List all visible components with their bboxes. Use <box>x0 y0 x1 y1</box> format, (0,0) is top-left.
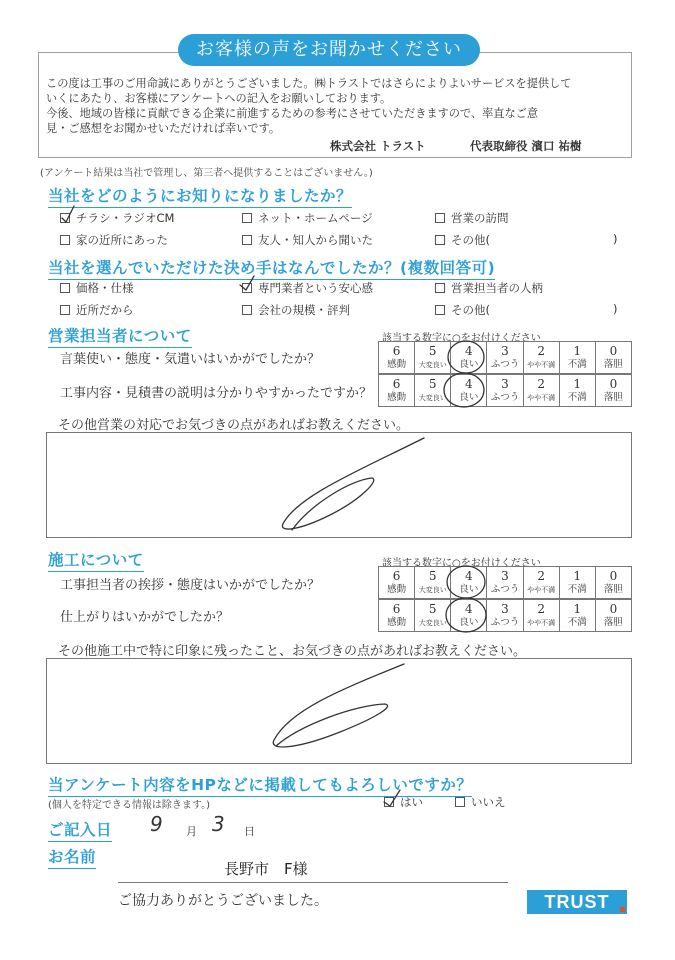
sales-comment-prompt: その他営業の対応でお気づきの点があればお教えください。 <box>58 418 410 433</box>
construction-title: 施工について <box>48 548 144 572</box>
checkbox-icon <box>435 213 445 223</box>
rating-cell[interactable] <box>486 375 522 406</box>
rating-cell[interactable] <box>595 342 631 373</box>
rating-cell[interactable] <box>559 567 595 598</box>
q1-option-other[interactable] <box>435 232 490 248</box>
q1-option-friend[interactable] <box>242 232 373 248</box>
option-label: ネット・ホームページ <box>258 211 373 225</box>
publish-note: (個人を特定できる情報は除きます。) <box>48 800 211 811</box>
checkbox-icon <box>435 235 445 245</box>
rating-label: 不満 <box>567 584 587 595</box>
company-name: 株式会社 トラスト <box>330 139 426 153</box>
rating-number: 4 <box>465 602 473 616</box>
construction-question-finish: 仕上がりはいかがでしたか？ <box>60 610 230 625</box>
rating-number: 6 <box>392 569 401 583</box>
date-month-unit: 月 <box>186 825 197 838</box>
rating-label: 感動 <box>387 584 407 595</box>
publish-yes-option[interactable] <box>384 794 423 810</box>
rating-cell[interactable] <box>559 375 595 406</box>
name-underline <box>118 882 508 883</box>
representative-name: 代表取締役 濱口 祐樹 <box>470 139 582 153</box>
close-paren: ) <box>613 232 618 246</box>
sales-question-explanation: 工事内容・見積書の説明は分かりやすかったですか？ <box>60 386 373 401</box>
publish-no-option[interactable] <box>455 794 506 810</box>
option-label: 家の近所にあった <box>76 233 168 247</box>
option-label: いいえ <box>471 795 506 809</box>
rating-label: 良い <box>459 584 479 595</box>
q1-title: 当社をどのようにお知りになりましたか？ <box>48 184 352 208</box>
rating-number: 2 <box>537 569 545 583</box>
publish-title: 当アンケート内容をHPなどに掲載してもよろしいですか？ <box>48 773 472 797</box>
construction-greeting-rating[interactable] <box>378 566 632 599</box>
close-paren: ) <box>613 302 618 316</box>
rating-hint: 該当する数字に○をお付けください <box>382 333 541 344</box>
rating-label: 良い <box>459 359 479 370</box>
rating-number: 1 <box>573 569 582 583</box>
rating-cell[interactable] <box>595 375 631 406</box>
rating-cell[interactable] <box>450 600 486 631</box>
option-label: 友人・知人から聞いた <box>258 233 373 247</box>
option-label: はい <box>400 795 423 809</box>
checkbox-icon <box>242 305 252 315</box>
date-day-unit: 日 <box>244 825 255 838</box>
rating-number: 6 <box>392 377 401 391</box>
rating-label: 不満 <box>567 359 587 370</box>
rating-number: 2 <box>537 377 545 391</box>
rating-number: 0 <box>609 344 618 358</box>
rating-number: 1 <box>573 602 582 616</box>
q2-option-price[interactable] <box>60 280 134 296</box>
rating-cell[interactable] <box>486 600 522 631</box>
rating-number: 1 <box>573 377 582 391</box>
rating-cell[interactable] <box>523 375 559 406</box>
rating-label: 良い <box>459 617 479 628</box>
rating-cell[interactable] <box>523 567 559 598</box>
rating-label: 不満 <box>567 617 587 628</box>
name-value[interactable]: 長野市 F様 <box>224 860 308 878</box>
rating-label: やや不満 <box>527 361 556 369</box>
rating-cell[interactable] <box>414 600 450 631</box>
date-month-value[interactable]: 9 <box>150 812 163 836</box>
q1-option-web[interactable] <box>242 210 373 226</box>
rating-label: やや不満 <box>527 394 556 402</box>
rating-label: 落胆 <box>603 617 623 628</box>
rating-label: 大変良い <box>418 619 447 627</box>
rating-number: 5 <box>428 344 437 358</box>
rating-cell[interactable] <box>450 375 486 406</box>
rating-label: 感動 <box>387 359 407 370</box>
sales-comment-box[interactable] <box>46 432 632 538</box>
checkbox-icon <box>242 235 252 245</box>
logo-text: TRUST <box>544 892 610 912</box>
q1-option-flyer[interactable] <box>60 210 174 226</box>
rating-number: 6 <box>392 344 401 358</box>
name-title: お名前 <box>48 845 96 869</box>
checkbox-icon <box>60 305 70 315</box>
checkbox-icon <box>60 235 70 245</box>
checkbox-icon <box>435 283 445 293</box>
rating-label: 落胆 <box>603 359 623 370</box>
intro-line: 見・ご感想をお聞かせいただければ幸いです。 <box>46 122 281 135</box>
q2-option-reputation[interactable] <box>242 302 350 318</box>
construction-comment-box[interactable] <box>46 658 632 764</box>
rating-cell[interactable] <box>450 342 486 373</box>
rating-number: 2 <box>537 602 545 616</box>
date-day-value[interactable]: 3 <box>212 812 225 836</box>
rating-cell[interactable] <box>414 342 450 373</box>
option-label: その他( <box>451 303 490 317</box>
rating-label: 不満 <box>567 392 587 403</box>
rating-hint: 該当する数字に○をお付けください <box>382 558 541 569</box>
rating-label: 感動 <box>387 392 407 403</box>
option-label: その他( <box>451 233 490 247</box>
rating-number: 4 <box>465 344 473 358</box>
intro-text <box>46 76 626 136</box>
rating-label: 大変良い <box>418 394 447 402</box>
rating-label: 落胆 <box>603 392 623 403</box>
rating-label: 感動 <box>387 617 407 628</box>
rating-cell[interactable] <box>486 342 522 373</box>
rating-cell[interactable] <box>559 600 595 631</box>
rating-number: 0 <box>609 377 618 391</box>
checkbox-icon <box>384 797 394 807</box>
sales-manners-rating[interactable] <box>378 341 632 374</box>
date-title: ご記入日 <box>48 818 112 842</box>
rating-label: ふつう <box>490 359 520 370</box>
thanks-message: ご協力ありがとうございました。 <box>118 893 328 909</box>
rating-label: やや不満 <box>527 619 556 627</box>
rating-cell[interactable] <box>486 567 522 598</box>
q2-option-other[interactable] <box>435 302 490 318</box>
intro-line: いくにあたり、お客様にアンケートへの記入をお願いしております。 <box>46 92 392 105</box>
sales-question-manners: 言葉使い・態度・気遣いはいかがでしたか？ <box>60 352 321 367</box>
checkbox-icon <box>455 797 465 807</box>
rating-number: 3 <box>501 569 509 583</box>
rating-number: 4 <box>465 569 473 583</box>
checkbox-icon <box>242 283 252 293</box>
rating-number: 4 <box>465 377 473 391</box>
sales-explanation-rating[interactable] <box>378 374 632 407</box>
rating-number: 5 <box>428 602 437 616</box>
rating-label: 大変良い <box>418 361 447 369</box>
rating-cell[interactable] <box>523 342 559 373</box>
rating-cell[interactable] <box>414 375 450 406</box>
rating-number: 0 <box>609 602 618 616</box>
rating-cell[interactable] <box>379 342 414 373</box>
rating-label: ふつう <box>490 584 520 595</box>
q2-option-nearby[interactable] <box>60 302 134 318</box>
rating-number: 6 <box>392 602 401 616</box>
page-title: お客様の声をお聞かせください <box>178 34 480 66</box>
trust-logo <box>527 890 627 914</box>
intro-line: 今後、地域の皆様に貢献できる企業に前進するための参考にさせていただきますので、率直なご意 <box>46 107 539 120</box>
rating-label: ふつう <box>490 617 520 628</box>
rating-number: 0 <box>609 569 618 583</box>
logo-dot <box>620 907 625 912</box>
option-label: 会社の規模・評判 <box>258 303 350 317</box>
rating-cell[interactable] <box>379 375 414 406</box>
rating-number: 3 <box>501 377 509 391</box>
rating-label: やや不満 <box>527 586 556 594</box>
rating-cell[interactable] <box>523 600 559 631</box>
option-label: チラシ・ラジオCM <box>76 211 175 225</box>
rating-number: 2 <box>537 344 545 358</box>
q2-option-specialist[interactable] <box>242 280 373 296</box>
rating-label: 大変良い <box>418 586 447 594</box>
rating-cell[interactable] <box>595 600 631 631</box>
option-label: 営業の訪問 <box>451 211 509 225</box>
construction-question-greeting: 工事担当者の挨拶・態度はいかがでしたか？ <box>60 578 321 593</box>
rating-label: 落胆 <box>603 584 623 595</box>
checkbox-icon <box>60 213 70 223</box>
construction-comment-prompt: その他施工中で特に印象に残ったこと、お気づきの点があればお教えください。 <box>58 644 527 659</box>
rating-number: 3 <box>501 344 509 358</box>
option-label: 営業担当者の人柄 <box>451 281 543 295</box>
checkbox-icon <box>60 283 70 293</box>
rating-number: 1 <box>573 344 582 358</box>
rating-cell[interactable] <box>379 600 414 631</box>
rating-cell[interactable] <box>595 567 631 598</box>
checkbox-icon <box>242 213 252 223</box>
construction-finish-rating[interactable] <box>378 599 632 632</box>
q2-option-personality[interactable] <box>435 280 543 296</box>
intro-line: この度は工事のご用命誠にありがとうございました。㈱トラストではさらによりよいサービスを提供して <box>46 77 572 90</box>
checkbox-icon <box>435 305 445 315</box>
q1-option-sales-visit[interactable] <box>435 210 509 226</box>
rating-cell[interactable] <box>414 567 450 598</box>
rating-cell[interactable] <box>450 567 486 598</box>
q1-option-nearby[interactable] <box>60 232 168 248</box>
option-label: 専門業者という安心感 <box>258 281 373 295</box>
sales-title: 営業担当者について <box>48 324 192 348</box>
q2-title: 当社を選んでいただけた決め手はなんでしたか？(複数回答可) <box>48 256 495 280</box>
rating-cell[interactable] <box>559 342 595 373</box>
privacy-note: (アンケート結果は当社で管理し、第三者へ提供することはございません。) <box>40 168 373 179</box>
rating-label: ふつう <box>490 392 520 403</box>
rating-number: 5 <box>428 377 437 391</box>
option-label: 近所だから <box>76 303 134 317</box>
rating-number: 3 <box>501 602 509 616</box>
rating-cell[interactable] <box>379 567 414 598</box>
option-label: 価格・仕様 <box>76 281 134 295</box>
rating-label: 良い <box>459 392 479 403</box>
rating-number: 5 <box>428 569 437 583</box>
